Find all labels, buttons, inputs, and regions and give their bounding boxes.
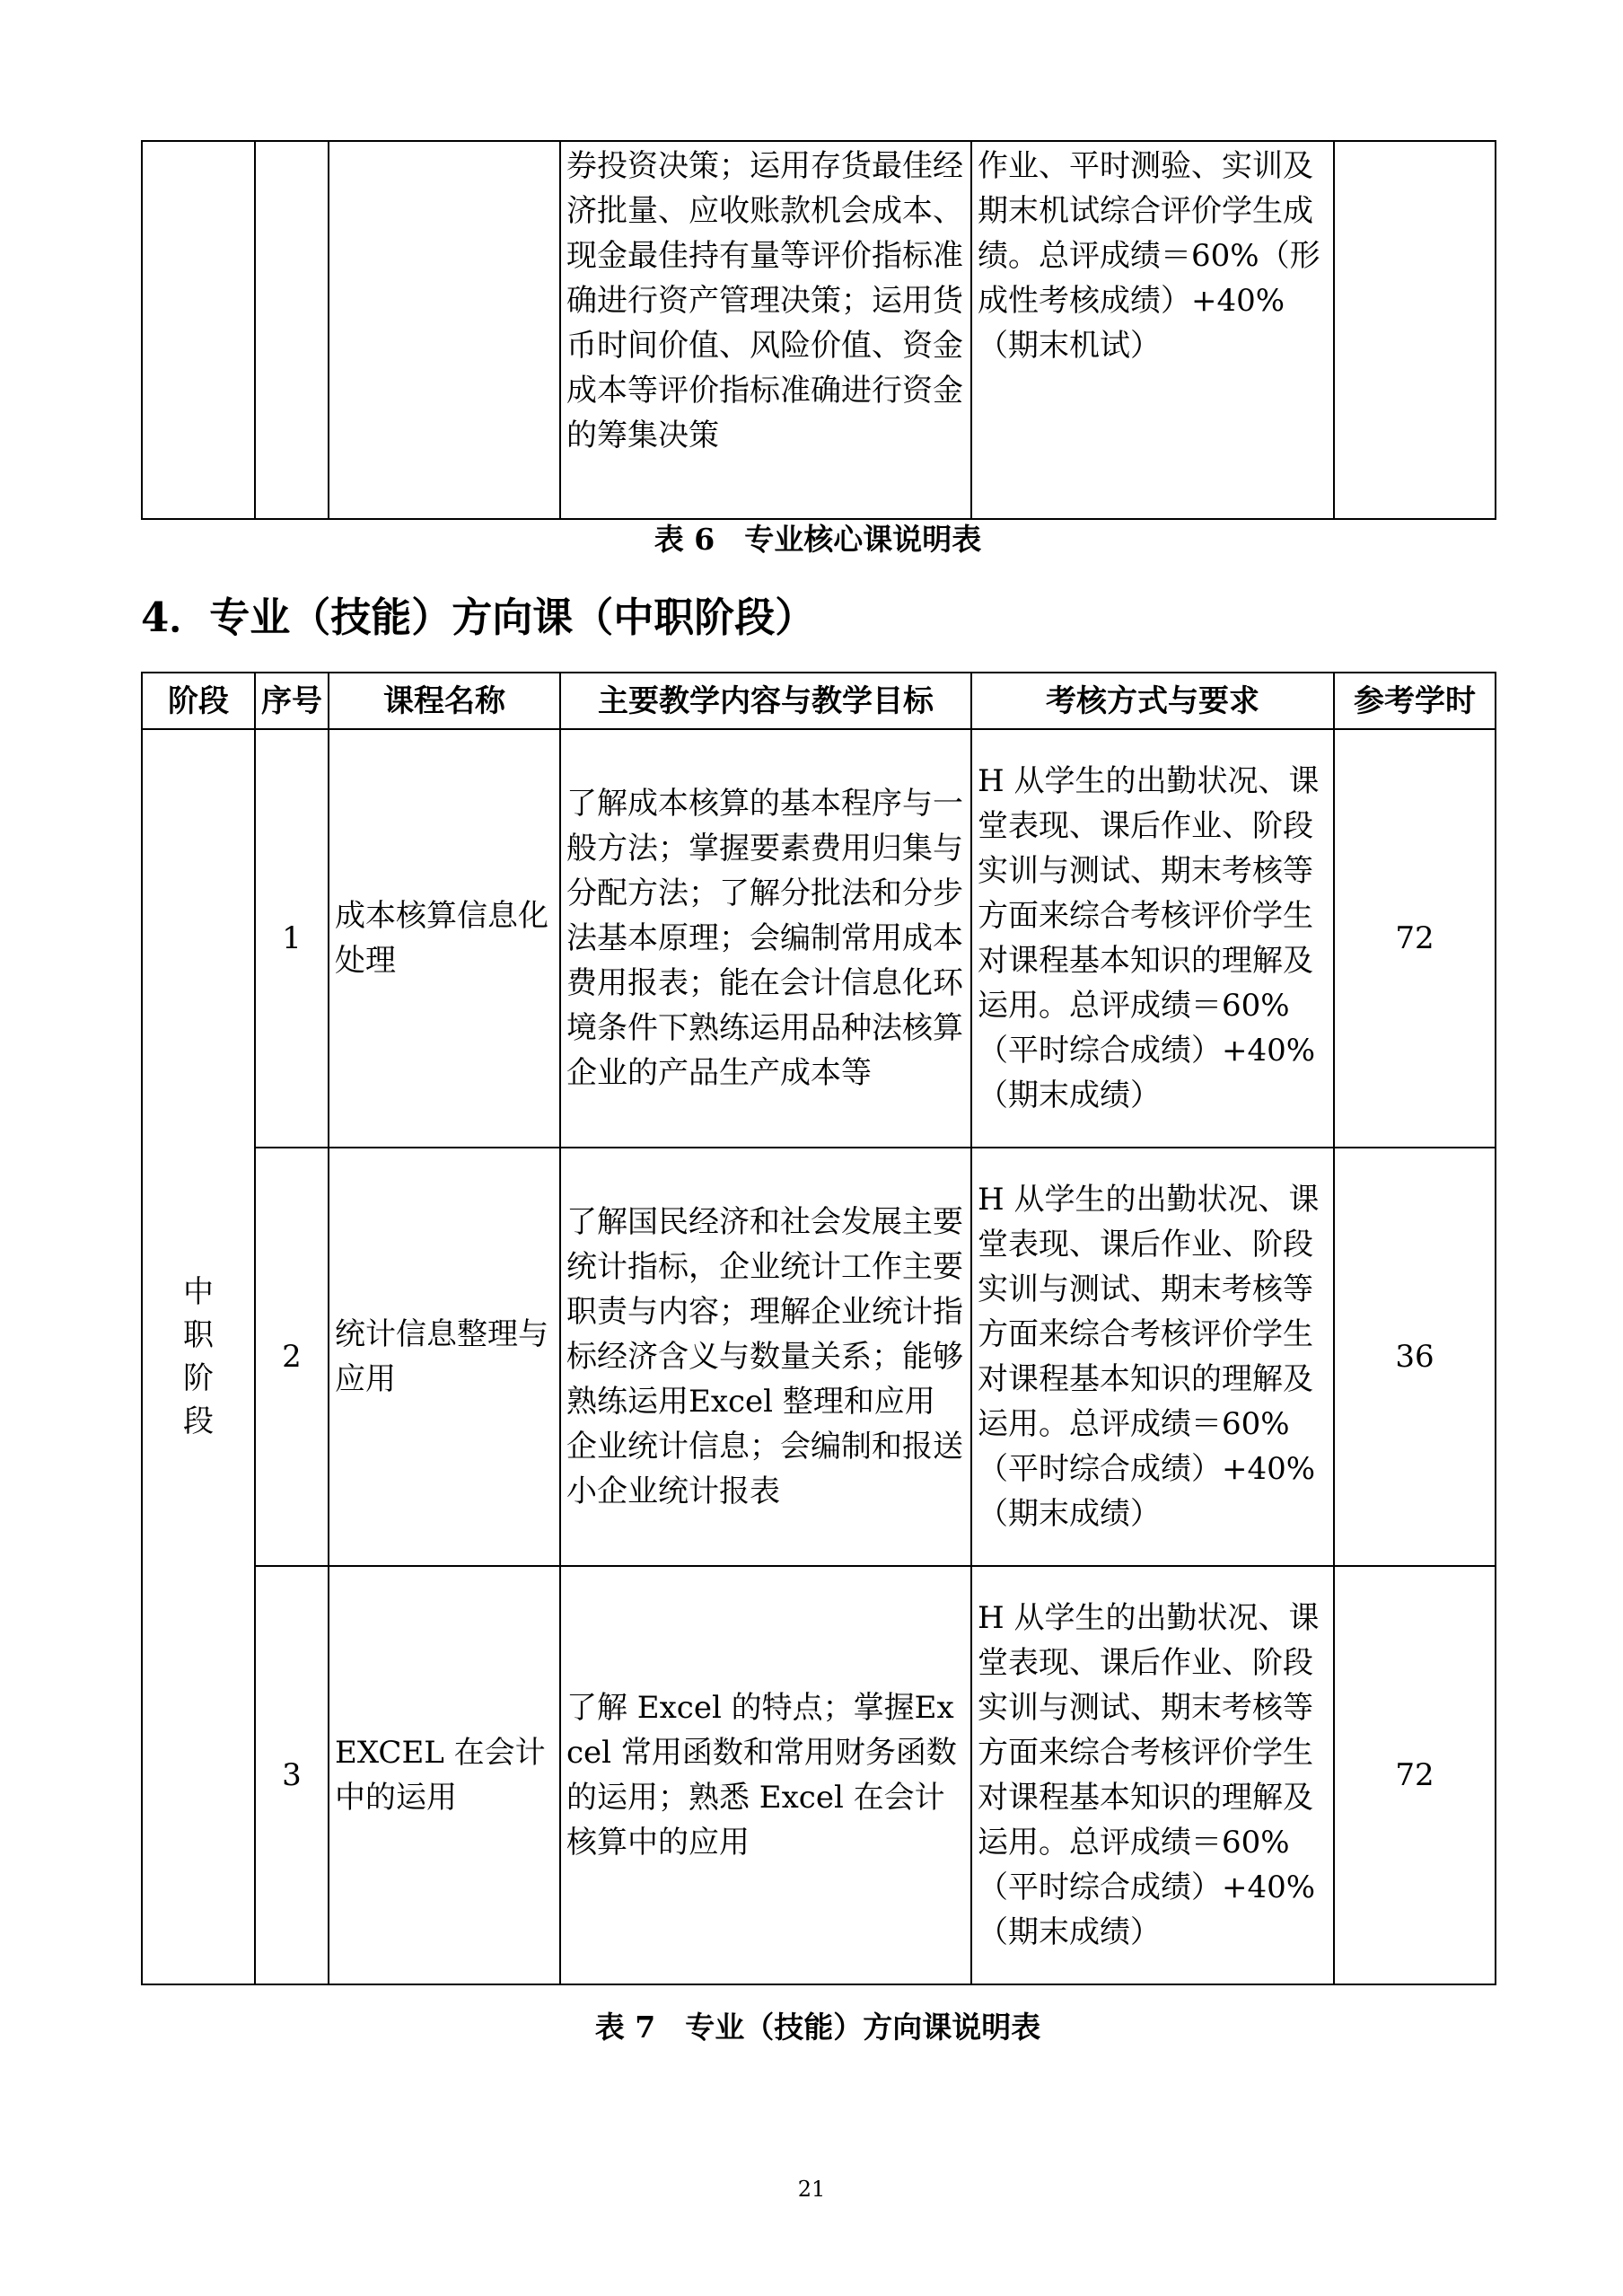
header-course-name: 课程名称 xyxy=(329,673,560,729)
course-name-cell: 统计信息整理与应用 xyxy=(329,1148,560,1566)
stage-label: 中职阶段 xyxy=(183,1273,214,1439)
table6-stage-cell xyxy=(142,141,255,519)
table-row xyxy=(142,1148,1496,1566)
table7-header-row xyxy=(142,673,1496,729)
table6-hours-cell xyxy=(1334,141,1496,519)
header-content: 主要教学内容与教学目标 xyxy=(560,673,971,729)
header-seq: 序号 xyxy=(255,673,329,729)
seq-cell: 2 xyxy=(255,1148,329,1566)
content-cell: 了解成本核算的基本程序与一般方法；掌握要素费用归集与分配方法；了解分批法和分步法基本原理；会编制常用成本费用报表；能在会计信息化环境条件下熟练运用品种法核算企业的产品生产成本等 xyxy=(560,729,971,1148)
course-name-cell: EXCEL 在会计中的运用 xyxy=(329,1566,560,1984)
table6-caption: 表 6 专业核心课说明表 xyxy=(654,522,982,557)
assessment-cell: H 从学生的出勤状况、课堂表现、课后作业、阶段实训与测试、期末考核等方面来综合考核评价学生对课程基本知识的理解及运用。总评成绩＝60%（平时综合成绩）+40%（期末成绩） xyxy=(971,1566,1334,1984)
table-row xyxy=(142,1566,1496,1984)
hours-cell: 36 xyxy=(1334,1148,1496,1566)
hours-cell: 72 xyxy=(1334,729,1496,1148)
table6-continuation xyxy=(141,140,1496,520)
table6-assessment-text: 作业、平时测验、实训及期末机试综合评价学生成绩。总评成绩＝60%（形成性考核成绩）+40%（期末机试） xyxy=(978,148,1320,364)
assessment-cell: H 从学生的出勤状况、课堂表现、课后作业、阶段实训与测试、期末考核等方面来综合考核评价学生对课程基本知识的理解及运用。总评成绩＝60%（平时综合成绩）+40%（期末成绩） xyxy=(971,1148,1334,1566)
seq-cell: 3 xyxy=(255,1566,329,1984)
page-number: 21 xyxy=(797,2177,826,2202)
header-hours: 参考学时 xyxy=(1334,673,1496,729)
header-assessment: 考核方式与要求 xyxy=(971,673,1334,729)
assessment-cell: H 从学生的出勤状况、课堂表现、课后作业、阶段实训与测试、期末考核等方面来综合考核评价学生对课程基本知识的理解及运用。总评成绩＝60%（平时综合成绩）+40%（期末成绩） xyxy=(971,729,1334,1148)
course-name-cell: 成本核算信息化处理 xyxy=(329,729,560,1148)
content-cell: 了解国民经济和社会发展主要统计指标，企业统计工作主要职责与内容；理解企业统计指标经济含义与数量关系；能够熟练运用Excel 整理和应用企业统计信息；会编制和报送小企业统计报表 xyxy=(560,1148,971,1566)
table6-row xyxy=(142,141,1496,519)
table-row xyxy=(142,729,1496,1148)
content-cell: 了解 Excel 的特点；掌握Excel 常用函数和常用财务函数的运用；熟悉 Excel 在会计核算中的应用 xyxy=(560,1566,971,1984)
header-stage: 阶段 xyxy=(142,673,255,729)
hours-cell: 72 xyxy=(1334,1566,1496,1984)
section-heading: 4．专业（技能）方向课（中职阶段） xyxy=(141,594,816,641)
table6-content-cell xyxy=(560,141,971,519)
table6-name-cell xyxy=(329,141,560,519)
table6-assessment-cell xyxy=(971,141,1334,519)
seq-cell: 1 xyxy=(255,729,329,1148)
stage-cell xyxy=(142,729,255,1984)
table6-seq-cell xyxy=(255,141,329,519)
table7-direction-courses xyxy=(141,672,1496,1985)
table7-caption: 表 7 专业（技能）方向课说明表 xyxy=(594,2010,1041,2045)
table6-content-text: 券投资决策；运用存货最佳经济批量、应收账款机会成本、现金最佳持有量等评价指标准确进行资产管理决策；运用货币时间价值、风险价值、资金成本等评价指标准确进行资金的筹集决策 xyxy=(566,148,963,453)
